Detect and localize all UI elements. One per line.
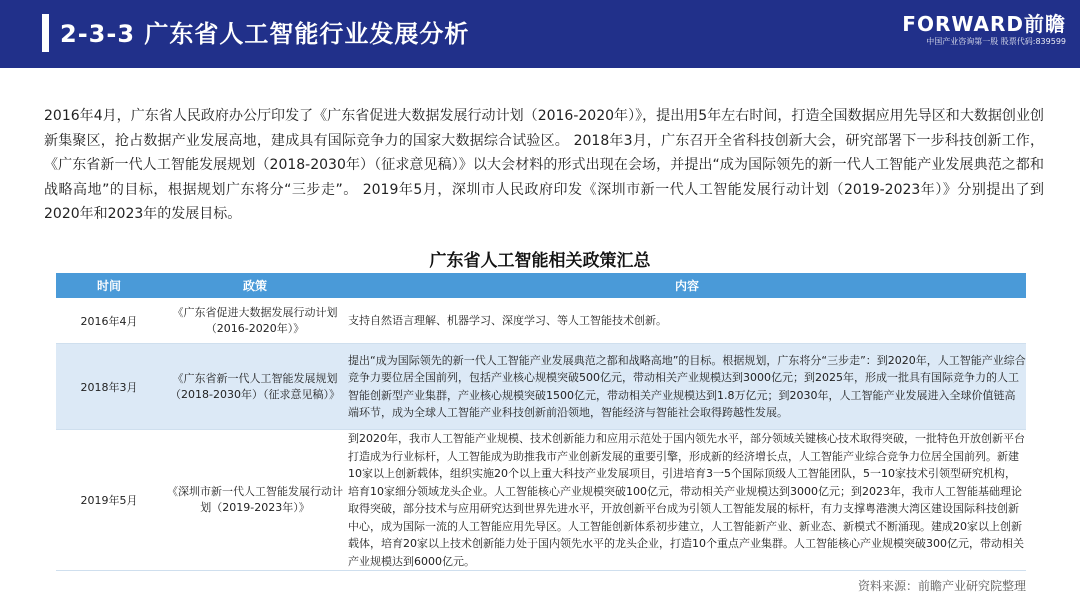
row-content: 提出“成为国际领先的新一代人工智能产业发展典范之都和战略高地”的目标。根据规划，广东将分“三步走”：到2020年，人工智能产业综合竞争力要位居全国前列，包括产业核心规模突破500亿元，带动相关产业规模达到3000亿元；到2025年，形成一批具有国际竞争力的人工智能创新型产业集群，产业核心规模突破1500亿元，带动相关产业规模达到1.8万亿元；到2030年，人工智能产业发展进入全球价值链高端环节，成为全球人工智能产业科技创新前沿领地，智能经济与智能社会取得跨越性发展。	[348, 344, 1026, 430]
table-row	[56, 298, 1026, 344]
row-content: 到2020年，我市人工智能产业规模、技术创新能力和应用示范处于国内领先水平，部分领域关键核心技术取得突破，一批特色开放创新平台打造成为行业标杆，人工智能成为助推我市产业创新发展的重要引擎，形成新的经济增长点，人工智能产业综合竞争力位居全国前列。新建10家以上创新载体，组织实施20个以上重大科技产业发展项目，引进培育3一5个国际顶级人工智能团队，5一10家技术引领型研究机构，培育10家细分领域龙头企业。人工智能核心产业规模突破100亿元，带动相关产业规模达到3000亿元；到2023年，我市人工智能基础理论取得突破，部分技术与应用研究达到世界先进水平，开放创新平台成为引领人工智能发展的标杆，有力支撑粤港澳大湾区建设国际科技创新中心，成为国际一流的人工智能应用先导区。人工智能创新体系初步建立，人工智能新产业、新业态、新模式不断涌现。建成20家以上创新载体，培育20家以上技术创新能力处于国内领先水平的龙头企业，打造10个重点产业集群。人工智能核心产业规模突破300亿元，带动相关产业规模达到6000亿元。	[348, 430, 1026, 571]
title-bar	[0, 0, 1080, 68]
page-title: 2-3-3 广东省人工智能行业发展分析	[60, 20, 470, 48]
header-time: 时间	[56, 273, 162, 298]
brand-tagline: 中国产业咨询第一股 股票代码:839599	[926, 37, 1066, 46]
source-note: 资料来源：前瞻产业研究院整理	[857, 579, 1026, 593]
row-time: 2019年5月	[56, 430, 162, 571]
header-policy: 政策	[162, 273, 348, 298]
table-title: 广东省人工智能相关政策汇总	[429, 251, 651, 271]
table-header-row	[56, 273, 1026, 298]
row-policy: 《广东省新一代人工智能发展规划（2018-2030年）（征求意见稿）》	[162, 344, 348, 430]
row-content: 支持自然语言理解、机器学习、深度学习、等人工智能技术创新。	[348, 298, 1026, 344]
title-accent-bar	[42, 14, 49, 52]
row-policy: 《广东省促进大数据发展行动计划（2016-2020年）》	[162, 298, 348, 344]
row-time: 2016年4月	[56, 298, 162, 344]
table-row	[56, 344, 1026, 430]
row-policy: 《深圳市新一代人工智能发展行动计划（2019-2023年）》	[162, 430, 348, 571]
table-row	[56, 430, 1026, 571]
header-content: 内容	[348, 273, 1026, 298]
brand-logo-text: FORWARD前瞻	[902, 12, 1066, 36]
brand-logo	[902, 12, 1066, 48]
intro-paragraph: 2016年4月，广东省人民政府办公厅印发了《广东省促进大数据发展行动计划（2016-2020年）》，提出用5年左右时间，打造全国数据应用先导区和大数据创业创新集聚区，抢占数据产业发展高地，建成具有国际竞争力的国家大数据综合试验区。 2018年3月，广东召开全省科技创新大会，研究部署下一步科技创新工作，《广东省新一代人工智能发展规划（2018-2030年）（征求意见稿）》以大会材料的形式出现在会场，并提出“成为国际领先的新一代人工智能产业发展典范之都和战略高地”的目标，根据规划广东将分“三步走”。 2019年5月，深圳市人民政府印发《深圳市新一代人工智能发展行动计划（2019-2023年）》分别提出了到2020年和2023年的发展目标。	[44, 108, 1044, 222]
policy-table	[56, 273, 1026, 571]
row-time: 2018年3月	[56, 344, 162, 430]
